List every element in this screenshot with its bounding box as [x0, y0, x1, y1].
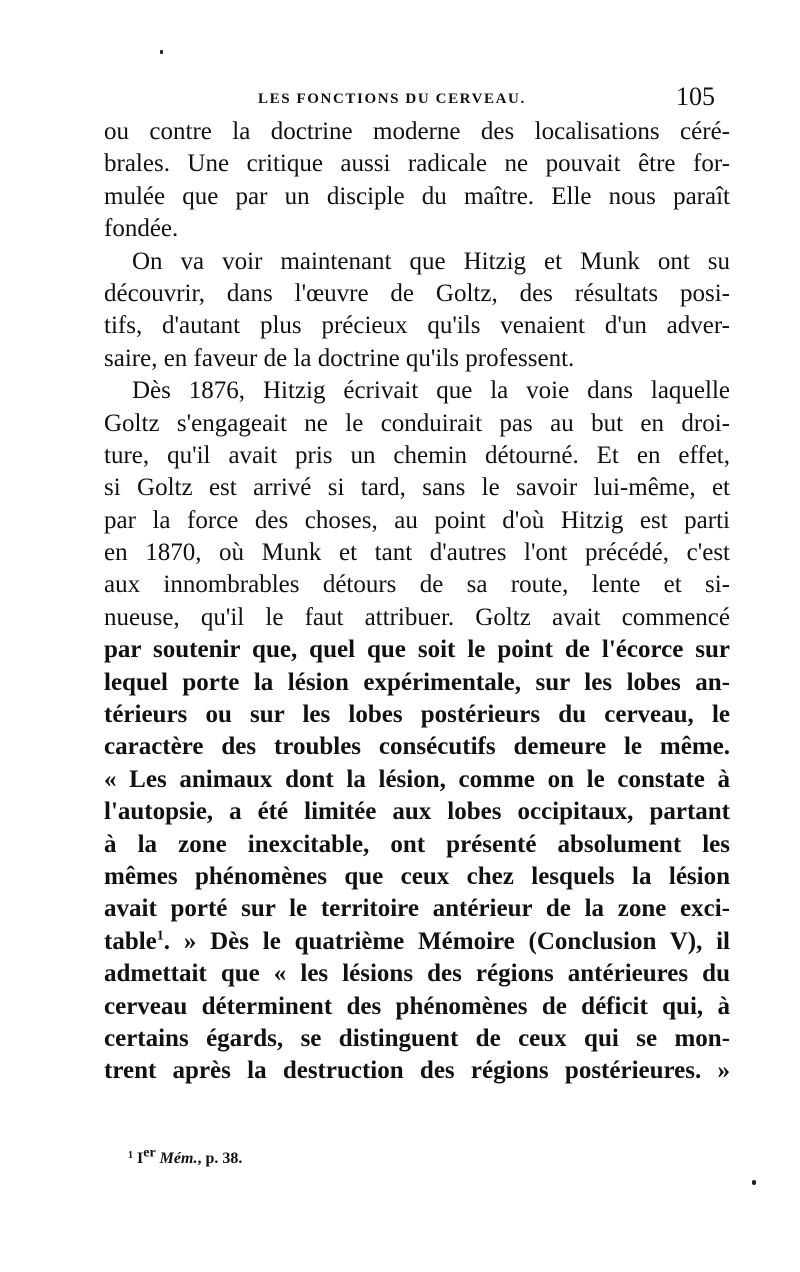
ink-speck [752, 1180, 756, 1185]
text-line: saire, en faveur de la doctrine qu'ils professent. [104, 344, 575, 372]
text-line: si Goltz est arrivé si tard, sans le savoir lui-même, et [104, 474, 730, 502]
text-line: fondée. [104, 215, 179, 243]
text-line: tifs, d'autant plus précieux qu'ils venaient d'un adver- [104, 312, 730, 340]
text-line: trent après la destruction des régions postérieures. » [104, 1057, 730, 1085]
text-line-start: table [104, 927, 157, 955]
footnote [128, 1145, 243, 1168]
footnote-marker: 1 [128, 1150, 133, 1161]
text-line: caractère des troubles consécutifs demeure le même. [104, 733, 730, 761]
text-line: cerveau déterminent des phénomènes de déficit qui, à [104, 992, 730, 1020]
text-line: découvrir, dans l'œuvre de Goltz, des résultats posi- [104, 279, 730, 307]
text-line: nueuse, qu'il le faut attribuer. Goltz avait commencé [104, 603, 730, 631]
text-line-end: . » Dès le quatrième Mémoire (Conclusion V), il [163, 927, 730, 955]
text-line: avait porté sur le territoire antérieur de la zone exci- [104, 895, 730, 923]
footnote-reference: 1 [156, 928, 164, 944]
text-line: « Les animaux dont la lésion, comme on le constate à [104, 765, 730, 793]
text-line: par la force des choses, au point d'où Hitzig est parti [104, 506, 730, 534]
ink-speck [160, 50, 163, 54]
text-line: ture, qu'il avait pris un chemin détourné. Et en effet, [104, 441, 730, 469]
text-line: à la zone inexcitable, ont présenté absolument les [104, 830, 730, 858]
text-line: Goltz s'engageait ne le conduirait pas au but en droi- [104, 409, 730, 437]
text-line: aux innombrables détours de sa route, lente et si- [104, 571, 730, 599]
text-line: brales. Une critique aussi radicale ne pouvait être for- [104, 150, 730, 178]
footnote-reference-text: , p. 38. [197, 1150, 243, 1167]
text-line: mulée que par un disciple du maître. Elle nous paraît [104, 182, 730, 210]
text-line: On va voir maintenant que Hitzig et Munk ont su [132, 247, 730, 275]
text-line: Dès 1876, Hitzig écrivait que la voie dans laquelle [132, 377, 730, 405]
text-line-with-footnote-ref [104, 926, 730, 958]
text-line: par soutenir que, quel que soit le point de l'écorce sur [104, 636, 730, 664]
text-line: admettait que « les lésions des régions antérieures du [104, 960, 730, 988]
footnote-title: Mém. [159, 1150, 198, 1167]
text-line: certains égards, se distinguent de ceux qui se mon- [104, 1024, 730, 1052]
page-number: 105 [676, 82, 715, 111]
text-line: lequel porte la lésion expérimentale, sur les lobes an- [104, 668, 730, 696]
text-line: l'autopsie, a été limitée aux lobes occipitaux, partant [104, 798, 730, 826]
text-line: en 1870, où Munk et tant d'autres l'ont précédé, c'est [104, 539, 730, 567]
running-title: LES FONCTIONS DU CERVEAU. [258, 91, 526, 107]
footnote-ordinal: I [137, 1150, 144, 1167]
text-line: térieurs ou sur les lobes postérieurs du cerveau, le [104, 701, 730, 729]
text-line: mêmes phénomènes que ceux chez lesquels la lésion [104, 862, 730, 890]
body-text [104, 116, 730, 1088]
footnote-ordinal-suffix: er [143, 1145, 156, 1161]
text-line: ou contre la doctrine moderne des localisations céré- [104, 118, 730, 145]
